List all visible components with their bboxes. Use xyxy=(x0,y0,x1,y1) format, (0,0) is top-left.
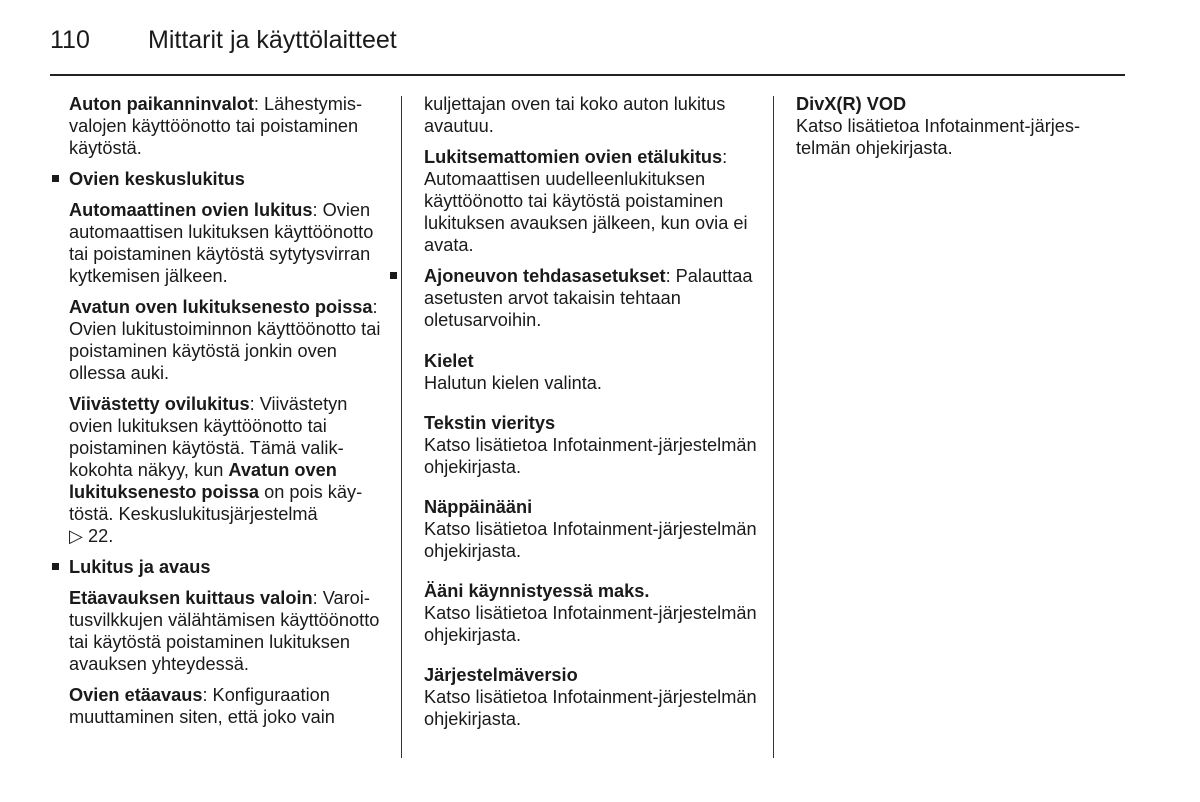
section-languages xyxy=(424,350,759,394)
bullet-factory-settings: Ajoneuvon tehdasasetukset: Palauttaa asetusten arvot takaisin tehtaan oletusarvoihin. xyxy=(407,265,759,331)
column-divider-1 xyxy=(401,96,402,758)
page-reference: ▷ 22. xyxy=(69,526,114,546)
column-divider-2 xyxy=(773,96,774,758)
section-text: Katso lisätietoa Infotainment-järjestelmän ohjekirjasta. xyxy=(796,116,1081,158)
paragraph-continued: kuljettajan oven tai koko auton lukitus avautuu. xyxy=(424,94,726,136)
section-system-version xyxy=(424,664,759,730)
paragraph-delayed-lock: Viivästetty ovilukitus: Viivästetyn ovien lukituksen käyttöönotto tai poistaminen käytöstä. Tämä valikkokohta näkyy, kun Avatun oven lukituksenesto poissa on pois käytöstä. Keskuslukitusjärjestelmä ▷ 22. xyxy=(69,394,363,546)
bullet-central-locking: Ovien keskuslukitus xyxy=(69,168,389,190)
paragraph-open-door-lockout: Avatun oven lukituksenesto poissa: Ovien lukitustoiminnon käyttöönotto tai poistaminen käytöstä jonkin oven ollessa auki. xyxy=(69,297,381,383)
section-heading: Näppäinääni xyxy=(424,497,533,517)
section-text: Katso lisätietoa Infotainment-järjestelmän ohjekirjasta. xyxy=(424,435,757,477)
page-title: Mittarit ja käyttölaitteet xyxy=(148,26,397,54)
paragraph-remote-unlock-light: Etäavauksen kuittaus valoin: Varoitusvilkkujen välähtämisen käyttöönotto tai käytöstä poistaminen lukituksen avauksen yhteydessä. xyxy=(69,588,380,674)
section-text-scroll xyxy=(424,412,759,478)
section-divx-vod xyxy=(796,93,1126,159)
paragraph-unlocked-door-relock: Lukitsemattomien ovien etälukitus: Automaattisen uudelleenlukituksen käyttöönotto tai käytöstä poistaminen lukituksen avauksen jälkeen, kun ovia ei avata. xyxy=(424,147,748,255)
page-number: 110 xyxy=(50,26,90,54)
section-heading: Järjestelmäversio xyxy=(424,665,578,685)
section-heading: DivX(R) VOD xyxy=(796,94,907,114)
section-heading: Tekstin vieritys xyxy=(424,413,556,433)
page-header xyxy=(50,24,397,56)
section-text: Katso lisätietoa Infotainment-järjestelmän ohjekirjasta. xyxy=(424,519,757,561)
section-startup-volume xyxy=(424,580,759,646)
section-key-beep xyxy=(424,496,759,562)
section-heading: Ääni käynnistyessä maks. xyxy=(424,581,650,601)
section-heading: Kielet xyxy=(424,351,474,371)
section-text: Katso lisätietoa Infotainment-järjestelmän ohjekirjasta. xyxy=(424,687,757,729)
section-text: Katso lisätietoa Infotainment-järjestelmän ohjekirjasta. xyxy=(424,603,757,645)
column-3 xyxy=(796,93,1126,177)
column-2 xyxy=(424,93,759,748)
paragraph-auto-lock: Automaattinen ovien lukitus: Ovien automaattisen lukituksen käyttöönotto tai poistaminen käytöstä sytytysvirran kytkemisen jälkeen. xyxy=(69,200,374,286)
paragraph-remote-door-unlock: Ovien etäavaus: Konfiguraation muuttaminen siten, että joko vain xyxy=(69,685,335,727)
bullet-lock-unlock: Lukitus ja avaus xyxy=(69,556,389,578)
column-1 xyxy=(69,93,389,737)
paragraph-parking-lights: Auton paikanninvalot: Lähestymisvalojen käyttöönotto tai poistaminen käytöstä. xyxy=(69,94,363,158)
header-rule xyxy=(50,74,1125,76)
section-text: Halutun kielen valinta. xyxy=(424,373,602,393)
